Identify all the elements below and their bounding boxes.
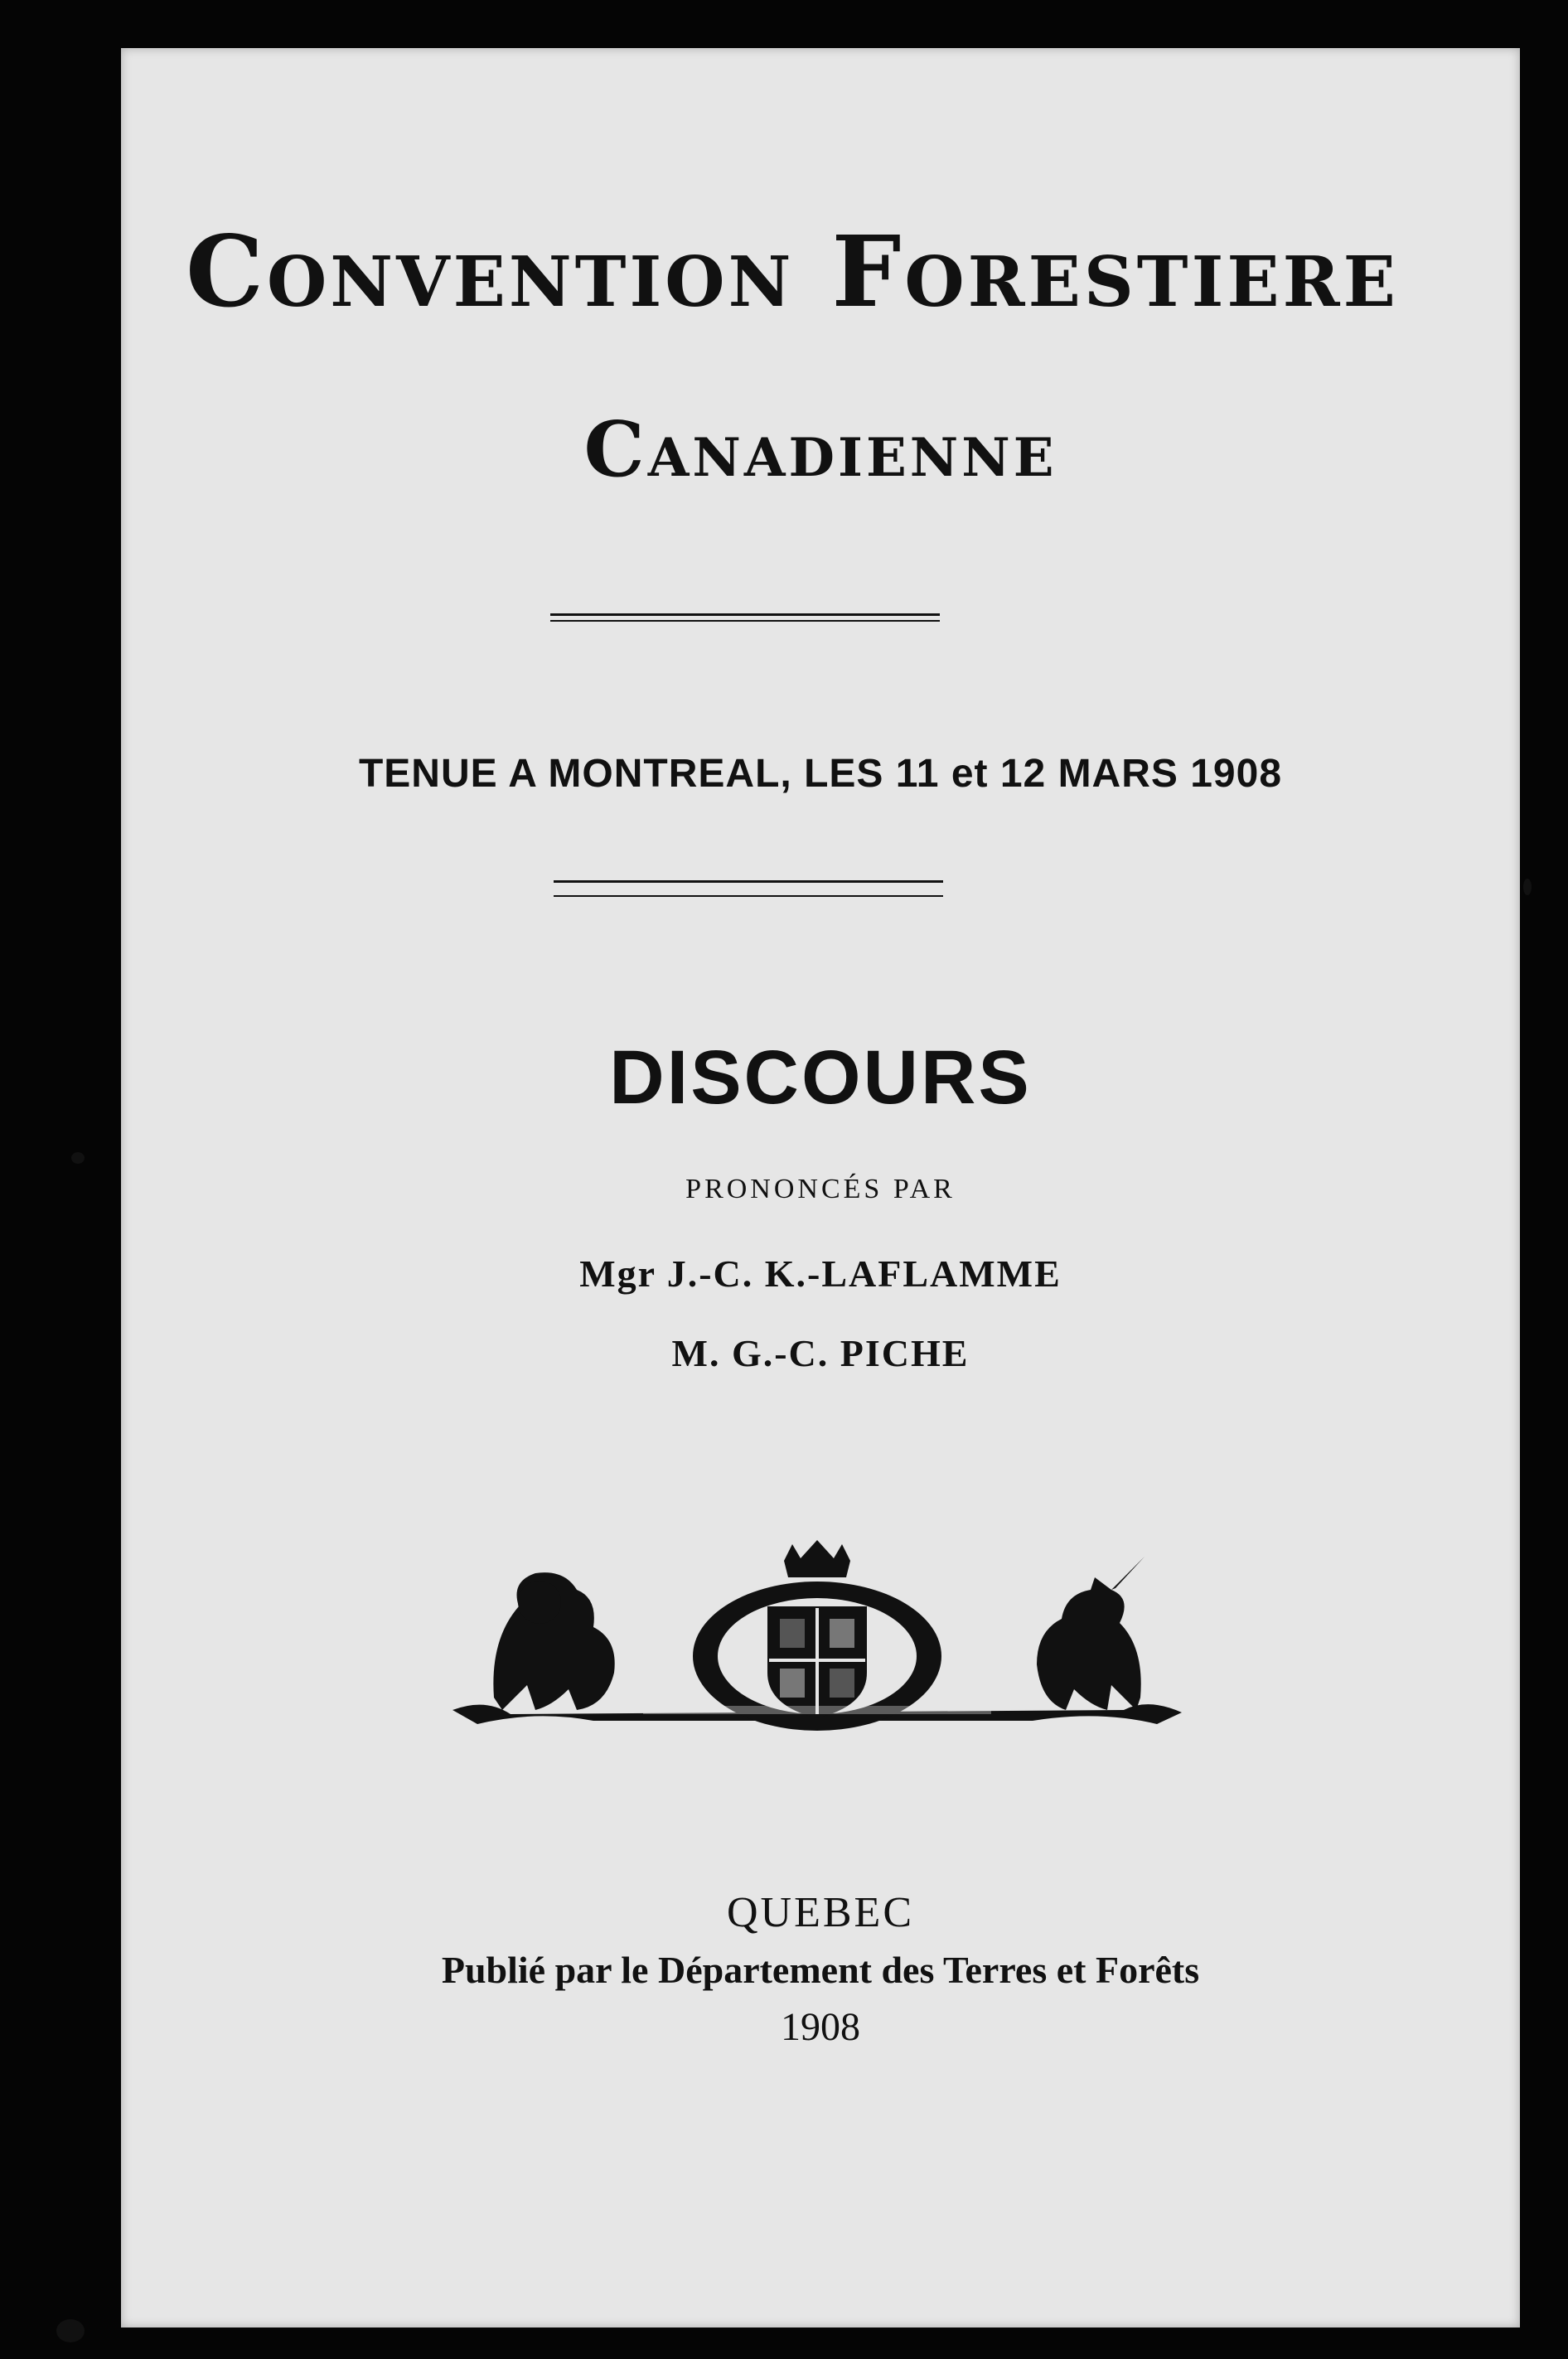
- royal-coat-of-arms-icon: [452, 1540, 1182, 1739]
- imprint-city: QUEBEC: [727, 1889, 914, 1936]
- divider-bottom-1: [554, 880, 943, 883]
- title-line-1: Convention Forestiere: [186, 214, 1399, 329]
- imprint-publisher: Publié par le Département des Terres et Forêts: [441, 1949, 1200, 1991]
- divider-bottom-2: [554, 895, 943, 897]
- pronounced-by-label: PRONONCÉS PAR: [685, 1174, 956, 1204]
- speaker-2: M. G.-C. PICHE: [671, 1332, 970, 1374]
- document-page: [121, 48, 1520, 2328]
- speaker-1: Mgr J.-C. K.-LAFLAMME: [579, 1252, 1062, 1295]
- scan-speck: [71, 1152, 85, 1164]
- scan-speck: [56, 2319, 85, 2342]
- scan-speck: [1523, 879, 1532, 895]
- event-subtitle: TENUE A MONTREAL, LES 11 et 12 MARS 1908: [358, 752, 1283, 796]
- title-line-2: Canadienne: [583, 404, 1057, 494]
- imprint-year: 1908: [781, 2005, 860, 2049]
- divider-top-1: [550, 613, 940, 616]
- heading-discours: DISCOURS: [609, 1035, 1032, 1120]
- divider-top-2: [550, 620, 940, 622]
